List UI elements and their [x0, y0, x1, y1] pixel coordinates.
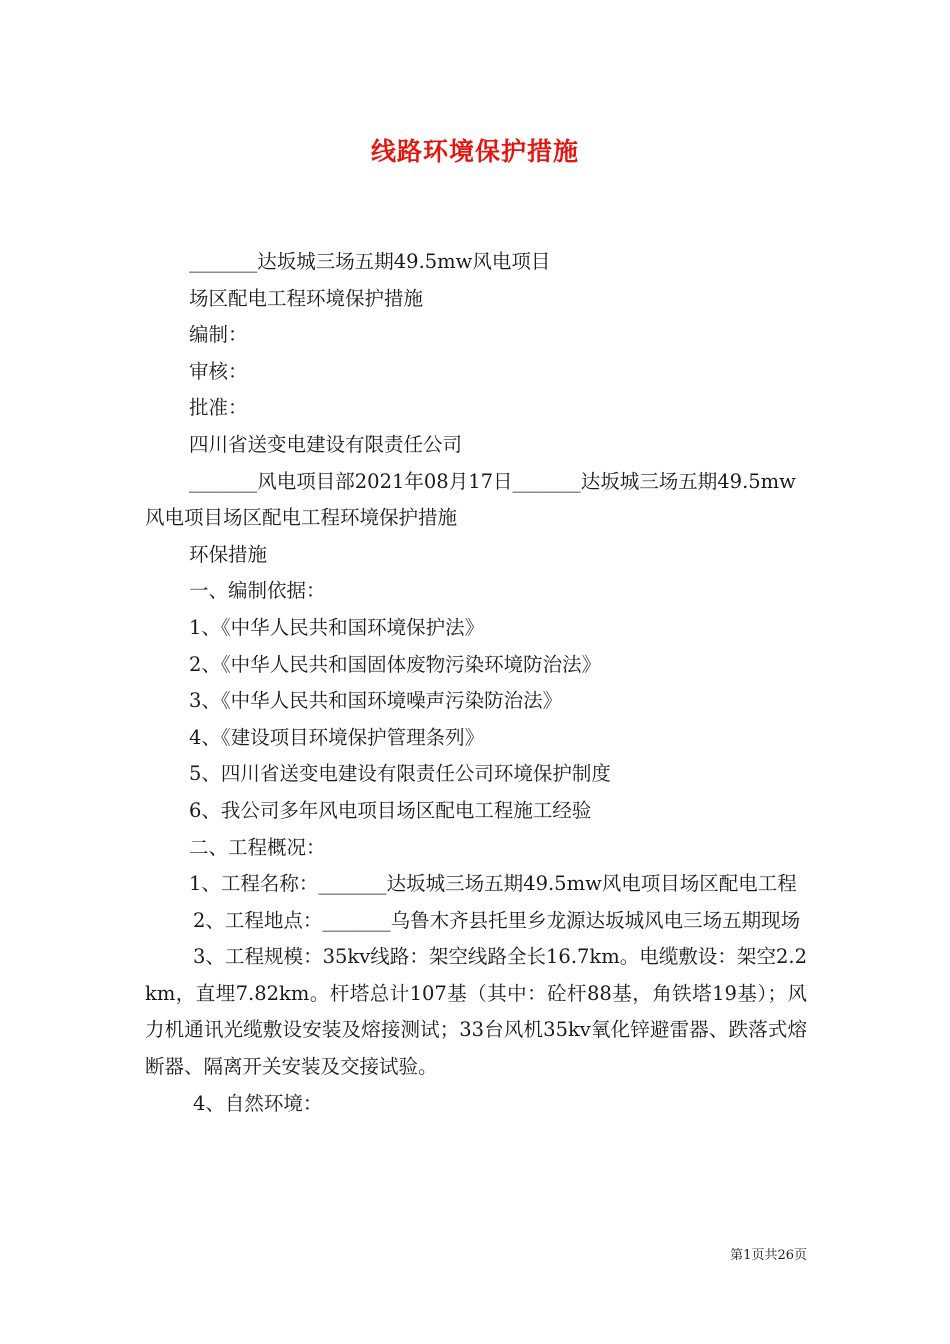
paragraph-project: _______达坂城三场五期49.5mw风电项目 [189, 250, 551, 273]
list-item: 2、《中华人民共和国固体废物污染环境防治法》 [189, 652, 602, 676]
section-heading-basis: 一、编制依据： [189, 579, 326, 603]
list-item-project-location: 2、工程地点：_______乌鲁木齐县托里乡龙源达坂城风电三场五期现场 [193, 908, 801, 932]
list-item-project-scale: 3、工程规模：35kv线路：架空线路全长16.7km。电缆敷设：架空2.2km，直埋7.82km。杆塔总计107基（其中：砼杆88基，角铁塔19基）；风力机通讯光缆敷设安装及熔接测试；33台风机35kv氧化锌避雷器、跌落式熔断器、隔离开关安装及交接试验。 [145, 945, 807, 1079]
paragraph-department-date: _______风电项目部2021年08月17日_______达坂城三场五期49.5mw风电项目场区配电工程环境保护措施 [145, 469, 796, 530]
list-item-natural-env: 4、自然环境： [193, 1091, 323, 1115]
document-body [145, 244, 807, 1122]
list-item-project-name: 1、工程名称：_______达坂城三场五期49.5mw风电项目场区配电工程 [189, 872, 797, 896]
list-item: 4、《建设项目环境保护管理条列》 [189, 725, 485, 749]
list-item: 1、《中华人民共和国环境保护法》 [189, 615, 485, 639]
paragraph-heading-env: 环保措施 [189, 542, 268, 566]
list-item: 3、《中华人民共和国环境噪声污染防治法》 [189, 689, 563, 713]
paragraph-subtitle: 场区配电工程环境保护措施 [189, 286, 424, 310]
paragraph-reviewed-by: 审核： [189, 359, 248, 383]
list-item: 6、我公司多年风电项目场区配电工程施工经验 [189, 798, 592, 822]
paragraph-compiled-by: 编制： [189, 323, 248, 347]
list-item: 5、四川省送变电建设有限责任公司环境保护制度 [189, 762, 611, 786]
paragraph-company: 四川省送变电建设有限责任公司 [189, 432, 463, 456]
document-title: 线路环境保护措施 [370, 137, 579, 166]
section-heading-overview: 二、工程概况： [189, 835, 326, 859]
page-number: 第1页共26页 [730, 1248, 807, 1263]
paragraph-approved-by: 批准： [189, 396, 248, 420]
